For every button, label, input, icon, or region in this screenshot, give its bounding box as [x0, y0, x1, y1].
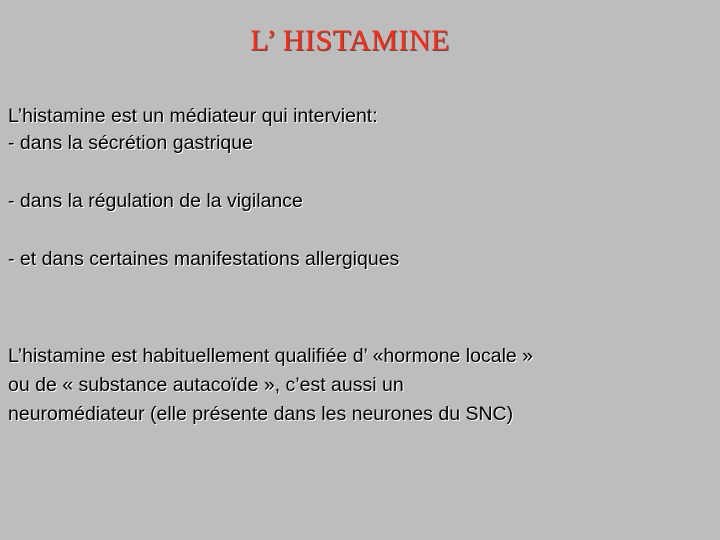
paragraph-line-3: neuromédiateur (elle présente dans les neurones du SNC) — [8, 403, 514, 425]
paragraph-line-1: L’histamine est habituellement qualifiée d’ «hormone locale » — [8, 345, 534, 367]
intro-line: L’histamine est un médiateur qui intervient: — [8, 105, 378, 127]
slide-title: L’ HISTAMINE — [250, 24, 450, 57]
bullet-gastric-secretion: - dans la sécrétion gastrique — [8, 132, 253, 154]
bullet-allergic-manifestations: - et dans certaines manifestations allergiques — [8, 248, 400, 270]
paragraph-line-2: ou de « substance autacoïde », c’est aussi un — [8, 374, 404, 396]
bullet-vigilance-regulation: - dans la régulation de la vigilance — [8, 190, 303, 212]
